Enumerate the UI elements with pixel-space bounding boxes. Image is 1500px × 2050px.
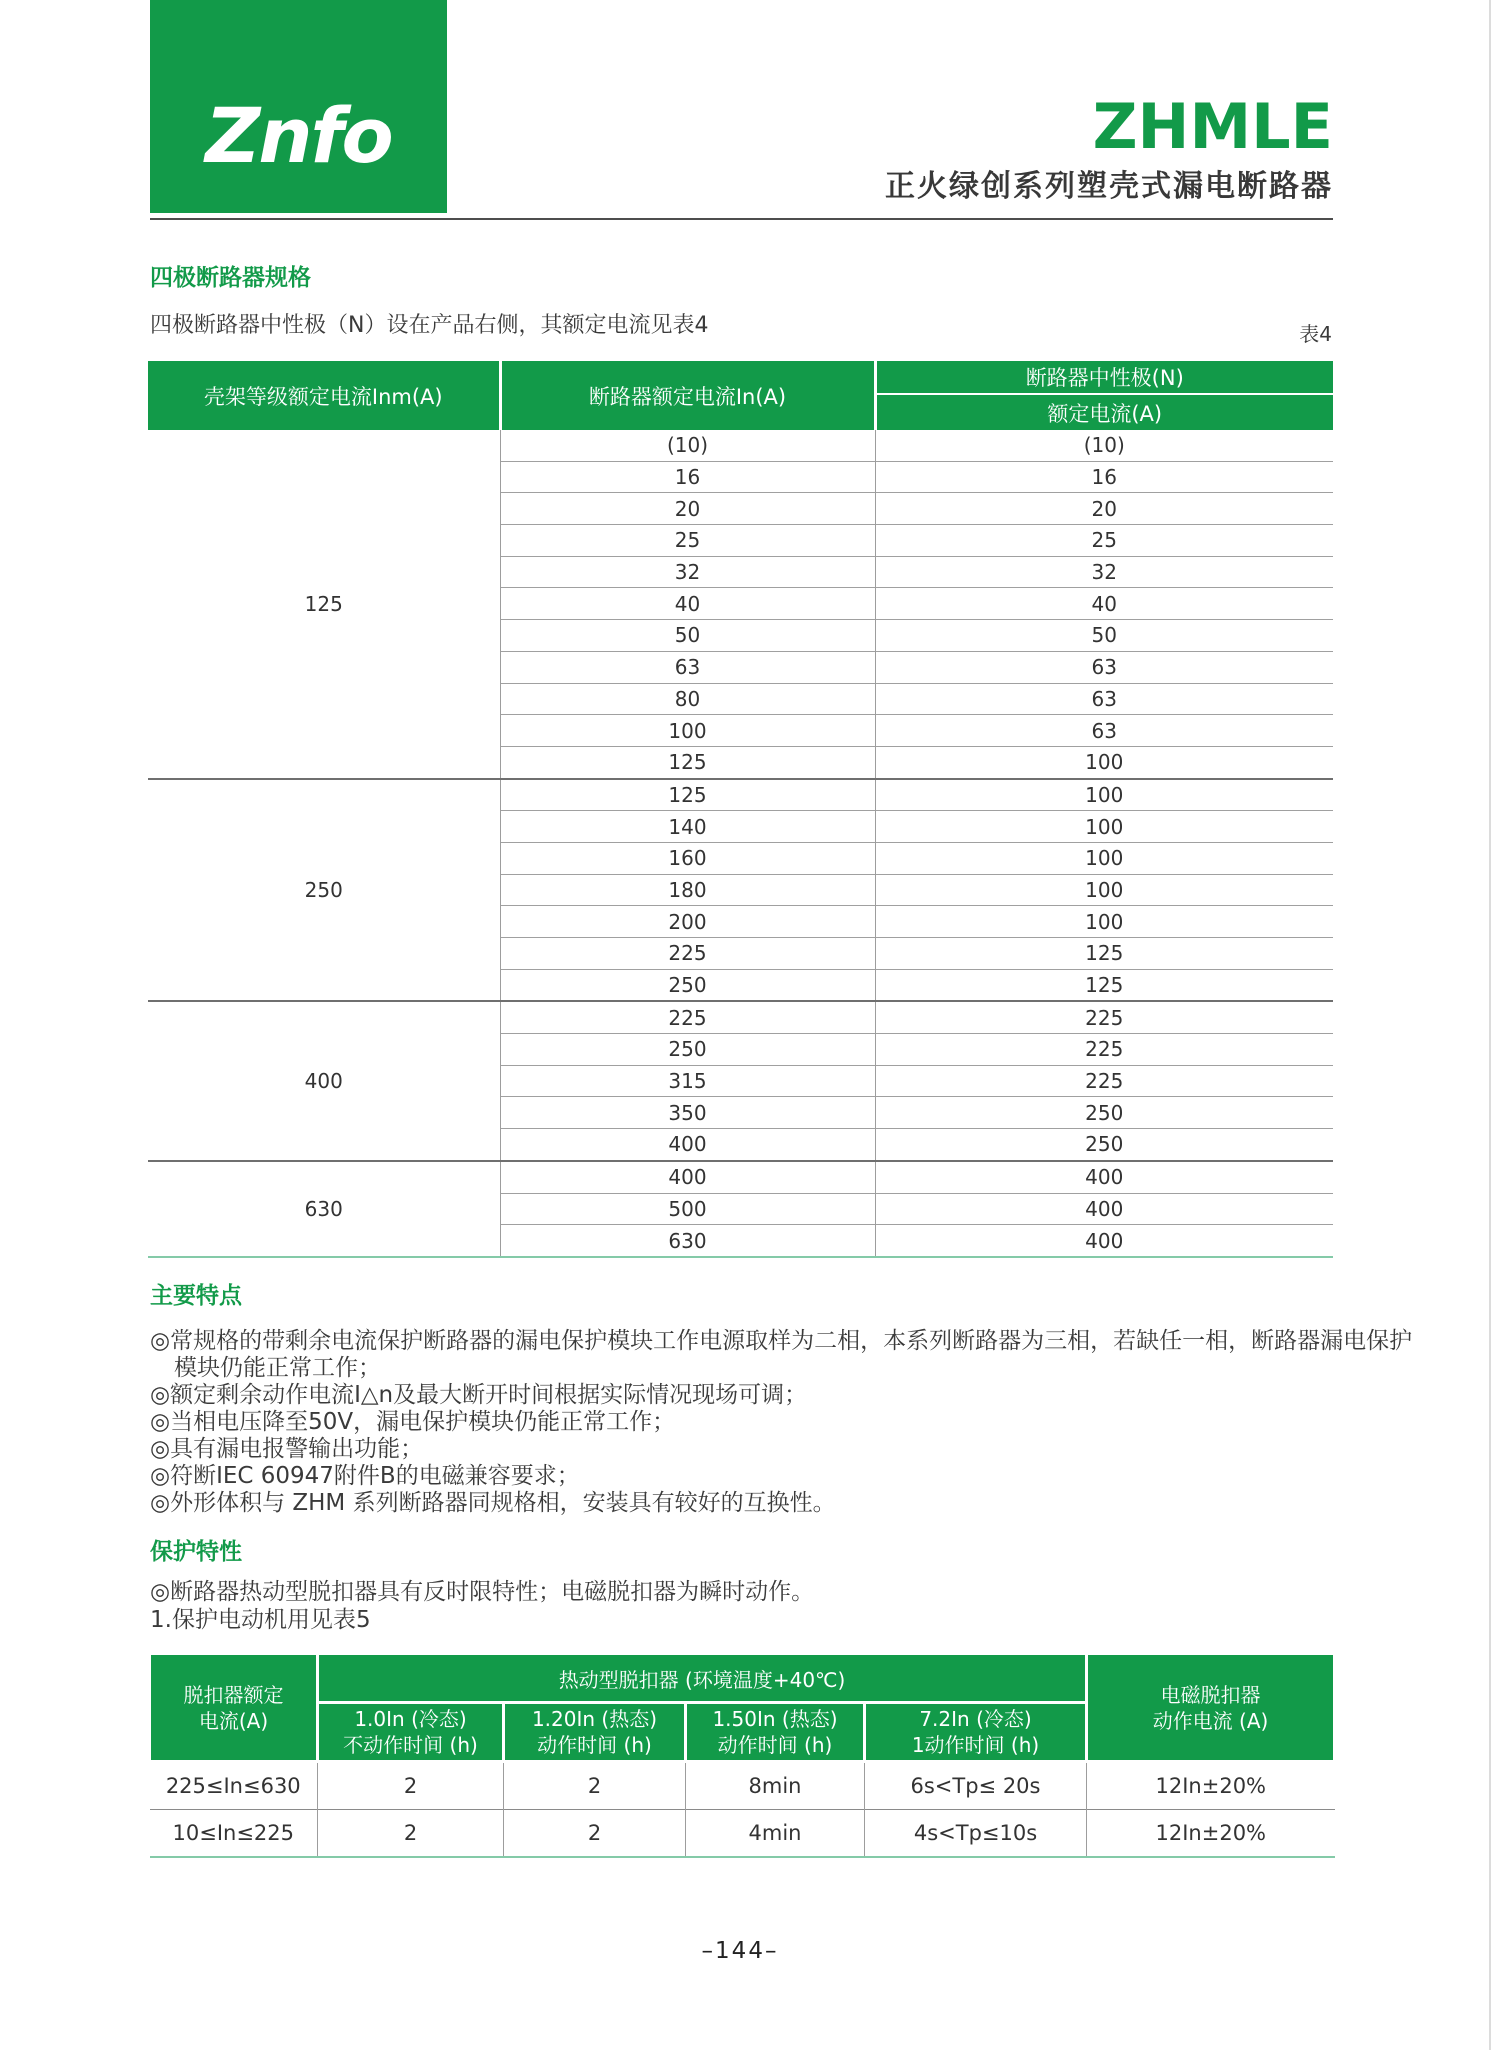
table-cell: 400 [875,1193,1333,1225]
feature-item: ◎常规格的带剩余电流保护断路器的漏电保护模块工作电源取样为二相，本系列断路器为三相，若缺任一相，断路器漏电保护模块仍能正常工作； [150,1328,1413,1381]
features-title: 主要特点 [150,1283,242,1309]
spec-table [148,361,1333,1258]
sub-header-line1: 1.0In (冷态) [354,1707,467,1731]
table-cell: 25 [875,525,1333,557]
sub-header-line2: 动作时间 (h) [537,1733,652,1757]
spec-table-header [148,361,1333,430]
header-neutral-pole: 断路器中性极(N) [875,361,1333,394]
header-magnetic-release-line2: 动作电流 (A) [1152,1708,1269,1733]
header-divider [150,218,1333,220]
table-cell: 225≤In≤630 [165,1774,301,1798]
feature-item: ◎当相电压降至50V，漏电保护模块仍能正常工作； [150,1409,676,1435]
table-cell: 250 [875,1129,1333,1161]
table-cell: 8min [686,1762,865,1810]
frame-current-cell: 125 [304,591,343,616]
frame-current-cell: 250 [148,779,500,1002]
table-cell: 400 [875,1161,1333,1193]
table-cell: 100 [875,811,1333,843]
header-thermal-sub [865,1703,1087,1762]
table-cell: 2 [504,1762,686,1810]
table-cell: 100 [875,746,1333,778]
feature-item: ◎外形体积与 ZHM 系列断路器同规格相，安装具有较好的互换性。 [150,1490,836,1516]
sub-header-line1: 1.50In (热态) [712,1707,838,1731]
table-cell: 225 [875,1065,1333,1097]
table-cell: 250 [500,1034,875,1066]
protection-notes [150,1578,1450,1634]
table-cell: 160 [500,842,875,874]
header-thermal-release-group: 热动型脱扣器 (环境温度+40℃) [318,1654,1087,1703]
table-cell: 140 [500,811,875,843]
table-cell: 10≤In≤225 [150,1810,318,1858]
protection-table [148,1652,1336,1858]
table-cell: 32 [875,556,1333,588]
table-cell: 225 [500,938,875,970]
table-row [150,1762,1335,1810]
protection-table-header [150,1654,1335,1762]
table-cell: 100 [875,842,1333,874]
sub-header-line2: 不动作时间 (h) [343,1733,478,1757]
feature-item: ◎额定剩余动作电流I△n及最大断开时间根据实际情况现场可调； [150,1382,808,1408]
table-cell: 40 [500,588,875,620]
table-cell: 400 [875,1225,1333,1257]
table-cell: 25 [500,525,875,557]
table-cell: 2 [504,1810,686,1858]
sub-header-line2: 动作时间 (h) [717,1733,833,1757]
sub-header-line1: 1.20In (热态) [531,1707,658,1731]
table-cell: 200 [500,906,875,938]
product-series-subtitle: 正火绿创系列塑壳式漏电断路器 [885,169,1333,204]
sub-header-line2: 1动作时间 (h) [911,1733,1040,1757]
protection-section [150,1533,1450,1634]
feature-item: ◎符断IEC 60947附件B的电磁兼容要求； [150,1463,580,1489]
table-row [148,1001,1333,1033]
table-row [148,1161,1333,1193]
table-cell: 80 [500,683,875,715]
header-thermal-sub [504,1703,686,1762]
header-magnetic-release-line1: 电磁脱扣器 [1160,1682,1261,1707]
table-cell: 2 [318,1762,504,1810]
table-cell: 63 [875,683,1333,715]
logo-text: Znfo [205,91,392,180]
header-thermal-sub [318,1703,504,1762]
table-cell: 12In±20% [1087,1762,1335,1810]
table-cell: 100 [875,906,1333,938]
protection-table-body [150,1762,1335,1858]
table-cell: 630 [500,1225,875,1257]
table-cell: (10) [1083,433,1125,458]
header-magnetic-release [1087,1654,1335,1762]
table-cell: 315 [500,1065,875,1097]
table-cell: 225 [875,1034,1333,1066]
table-cell: 125 [500,779,875,811]
header-rated-current: 断路器额定电流In(A) [500,361,875,430]
table-cell: 16 [875,461,1333,493]
header-release-rated-current-line1: 脱扣器额定 [183,1682,284,1707]
table-cell: 2 [318,1810,504,1858]
table-cell: 20 [500,493,875,525]
table-cell: 4s<Tp≤10s [865,1810,1087,1858]
table-cell: 125 [875,969,1333,1001]
protection-title: 保护特性 [150,1539,242,1565]
table-cell: 400 [500,1129,875,1161]
table-cell: 225 [500,1001,875,1033]
table-cell: 16 [500,461,875,493]
header-thermal-sub [686,1703,865,1762]
frame-current-cell: 630 [148,1161,500,1257]
table-cell: 63 [875,651,1333,683]
table-row [148,430,1333,461]
table-cell: 125 [500,746,875,778]
features-list [150,1328,1422,1517]
table-cell: 400 [500,1161,875,1193]
section-intro-text: 四极断路器中性极（N）设在产品右侧，其额定电流见表4 [150,313,709,338]
product-series-code: ZHMLE [1092,90,1333,163]
table-cell: 100 [875,874,1333,906]
header-neutral-rated-current: 额定电流(A) [875,394,1333,430]
frame-current-cell: 400 [148,1001,500,1160]
table-cell: 125 [875,938,1333,970]
section-title-4pole-spec: 四极断路器规格 [150,265,311,291]
table-cell: 250 [500,969,875,1001]
table-row [148,779,1333,811]
table-cell: 63 [500,651,875,683]
table-cell: 50 [500,620,875,652]
table4-label: 表4 [1299,322,1332,346]
table-cell: 100 [875,779,1333,811]
features-section [150,1277,1450,1517]
header-frame-current: 壳架等级额定电流Inm(A) [148,361,500,430]
page-number: –144– [701,1938,779,1964]
table-cell: 40 [875,588,1333,620]
sub-header-line1: 7.2In (冷态) [919,1707,1032,1731]
table-cell: 500 [500,1193,875,1225]
table-cell: 100 [500,715,875,747]
header-release-rated-current [150,1654,318,1762]
table-cell: 50 [875,620,1333,652]
table-cell: 225 [875,1001,1333,1033]
brand-logo [150,0,447,213]
table-cell: 250 [875,1097,1333,1129]
page-scan-edge [1489,0,1491,2050]
protection-note: ◎断路器热动型脱扣器具有反时限特性；电磁脱扣器为瞬时动作。 [150,1579,815,1605]
table-cell: 6s<Tp≤ 20s [865,1762,1087,1810]
table-cell: 4min [686,1810,865,1858]
table-cell: 12In±20% [1087,1810,1335,1858]
protection-note: 1.保护电动机用见表5 [150,1607,371,1633]
spec-table-body [148,430,1333,1257]
table-cell: (10) [500,430,875,461]
header-release-rated-current-line2: 电流(A) [198,1708,269,1733]
table-cell: 32 [500,556,875,588]
table-row [150,1810,1335,1858]
table-cell: 20 [875,493,1333,525]
table-cell: 63 [875,715,1333,747]
table-cell: 180 [500,874,875,906]
feature-item: ◎具有漏电报警输出功能； [150,1436,424,1462]
table-cell: 350 [500,1097,875,1129]
